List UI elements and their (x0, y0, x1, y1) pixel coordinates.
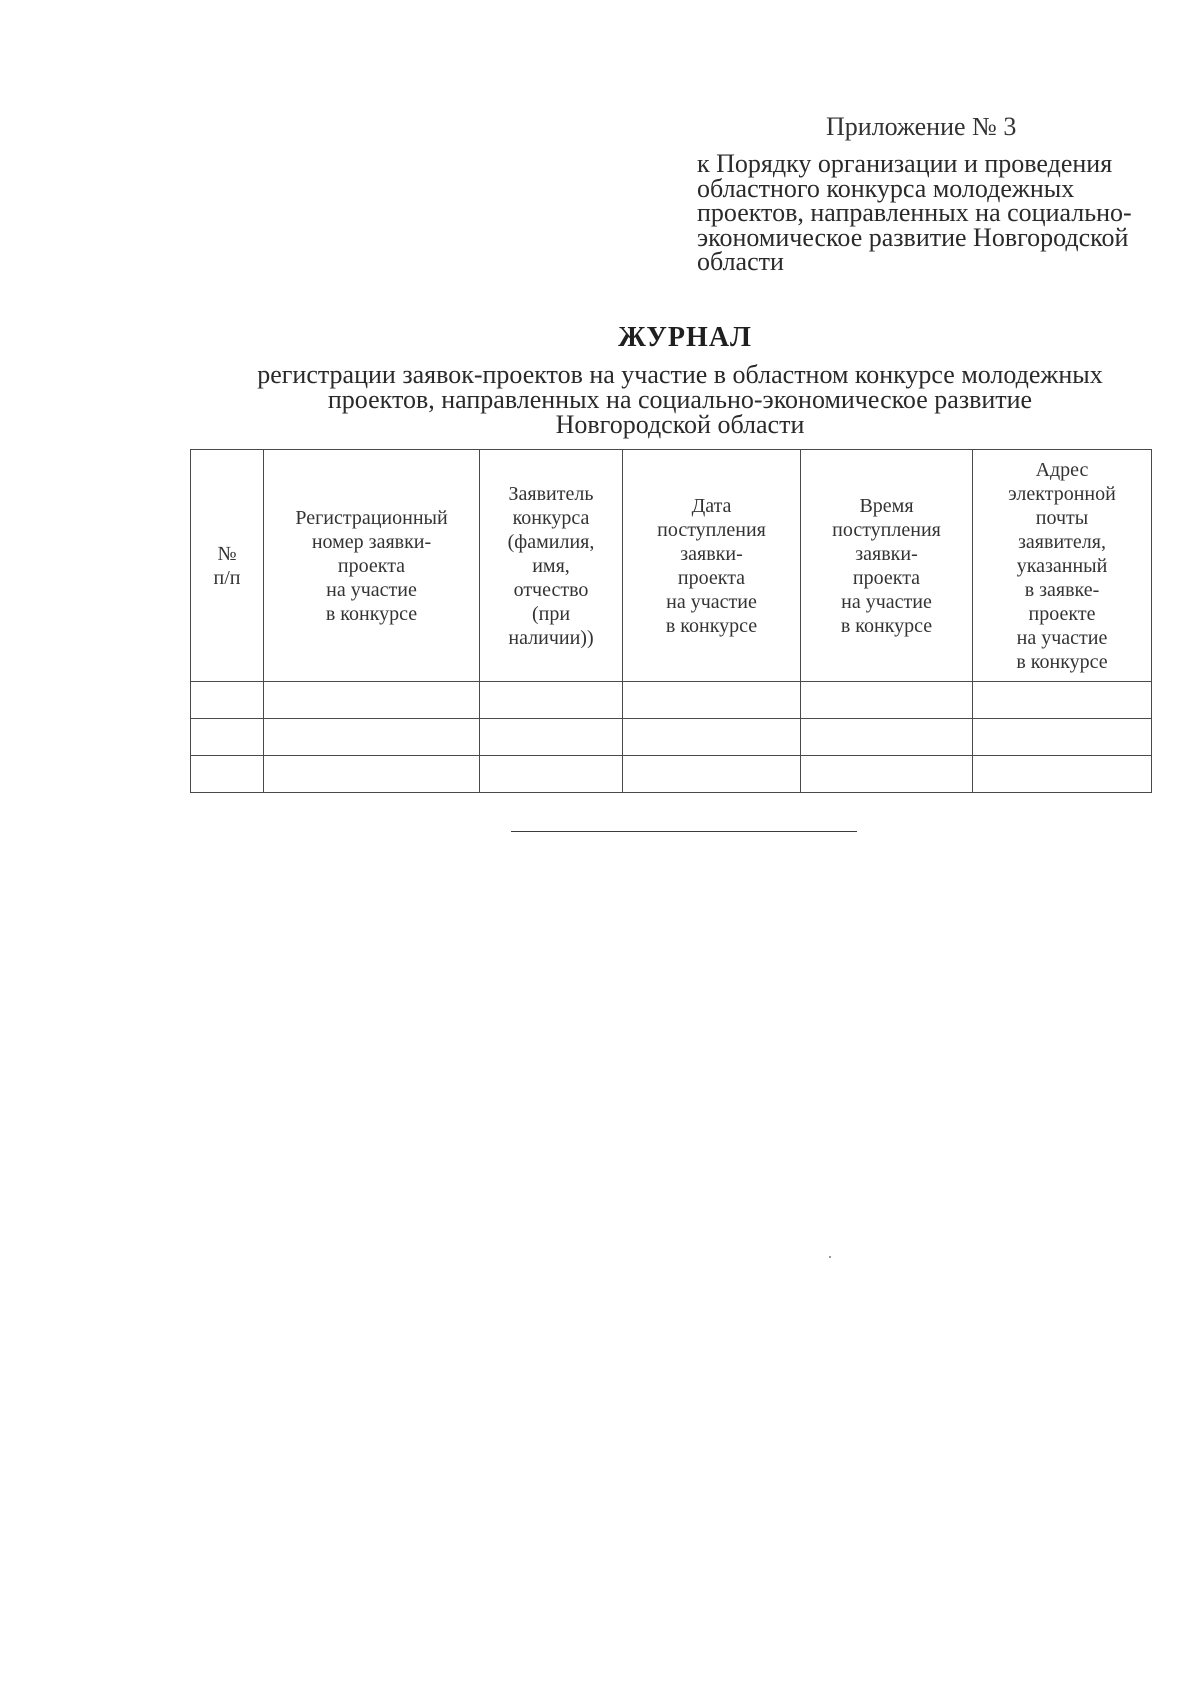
header-text-line: в конкурсе (840, 614, 933, 637)
registration-table-body (191, 682, 1152, 793)
table-cell (973, 682, 1152, 719)
header-text-line: проекта (852, 566, 921, 589)
header-text-line: в конкурсе (665, 614, 758, 637)
registration-table (190, 449, 1152, 793)
table-cell (801, 756, 973, 793)
header-receipt-time (801, 450, 973, 682)
table-cell (264, 719, 480, 756)
appendix-reference-line: экономическое развитие Новгородской (697, 222, 1129, 252)
header-text-line: заявки- (680, 542, 743, 565)
table-cell (623, 756, 801, 793)
table-cell (264, 682, 480, 719)
header-receipt-date (623, 450, 801, 682)
header-text-line: указанный (1016, 554, 1108, 577)
header-text-line: заявки- (855, 542, 918, 565)
table-cell (191, 682, 264, 719)
header-text-line: Регистрационный (295, 506, 448, 529)
registration-table-header (191, 450, 1152, 682)
appendix-reference-line: к Порядку организации и проведения (697, 149, 1113, 178)
header-text-line: электронной (1008, 482, 1116, 505)
header-text-line: номер заявки- (311, 530, 432, 553)
table-cell (264, 756, 480, 793)
header-text-line: конкурса (512, 506, 590, 529)
header-text-line: заявителя, (1018, 530, 1106, 553)
header-text-line: № (217, 542, 237, 565)
header-text-line: (фамилия, (507, 530, 595, 553)
header-text-line: поступления (657, 518, 766, 541)
table-cell (973, 756, 1152, 793)
header-text-line: в конкурсе (1016, 650, 1108, 673)
header-text-line: Адрес (1035, 458, 1089, 481)
table-header-row (191, 450, 1152, 682)
table-cell (801, 682, 973, 719)
table-cell (623, 719, 801, 756)
header-applicant (480, 450, 623, 682)
header-number (191, 450, 264, 682)
header-text-line: на участие (1016, 626, 1108, 649)
table-cell (480, 719, 623, 756)
document-subtitle-line: проектов, направленных на социально-экономическое развитие (327, 385, 1033, 414)
table-cell (191, 719, 264, 756)
header-text-line: Время (859, 494, 914, 517)
header-text-line: почты (1035, 506, 1089, 529)
header-text-line: в конкурсе (325, 602, 418, 625)
table-cell (801, 719, 973, 756)
table-cell (480, 682, 623, 719)
header-text-line: на участие (666, 590, 757, 613)
table-cell (623, 682, 801, 719)
header-text-line: проекте (1028, 602, 1096, 625)
table-row (191, 756, 1152, 793)
table-cell (480, 756, 623, 793)
table-row (191, 719, 1152, 756)
appendix-title: Приложение № 3 (826, 112, 1017, 141)
header-text-line: в заявке- (1024, 578, 1100, 601)
header-text-line: проекта (677, 566, 746, 589)
header-text-line: (при (531, 602, 571, 625)
appendix-reference-line: области (697, 247, 784, 277)
header-text-line: Дата (691, 494, 732, 517)
table-cell (973, 719, 1152, 756)
document-title: ЖУРНАЛ (618, 322, 752, 353)
header-text-line: проекта (337, 554, 406, 577)
signature-line (511, 831, 857, 832)
header-text-line: отчество (513, 578, 589, 601)
header-text-line: на участие (841, 590, 932, 613)
appendix-reference-line: проектов, направленных на социально- (697, 198, 1132, 228)
scan-speck (829, 1256, 831, 1258)
appendix-reference-line: областного конкурса молодежных (697, 173, 1075, 203)
header-email (973, 450, 1152, 682)
header-text-line: поступления (832, 518, 941, 541)
header-text-line: на участие (326, 578, 417, 601)
table-cell (191, 756, 264, 793)
table-row (191, 682, 1152, 719)
header-text-line: наличии)) (508, 626, 594, 649)
header-text-line: имя, (532, 554, 570, 577)
header-text-line: п/п (213, 566, 241, 589)
header-registration-number (264, 450, 480, 682)
header-text-line: Заявитель (508, 482, 594, 505)
appendix-reference (697, 149, 1167, 277)
document-subtitle (200, 362, 1160, 437)
document-subtitle-line: регистрации заявок-проектов на участие в областном конкурсе молодежных (257, 360, 1103, 389)
document-subtitle-line: Новгородской области (555, 410, 805, 439)
